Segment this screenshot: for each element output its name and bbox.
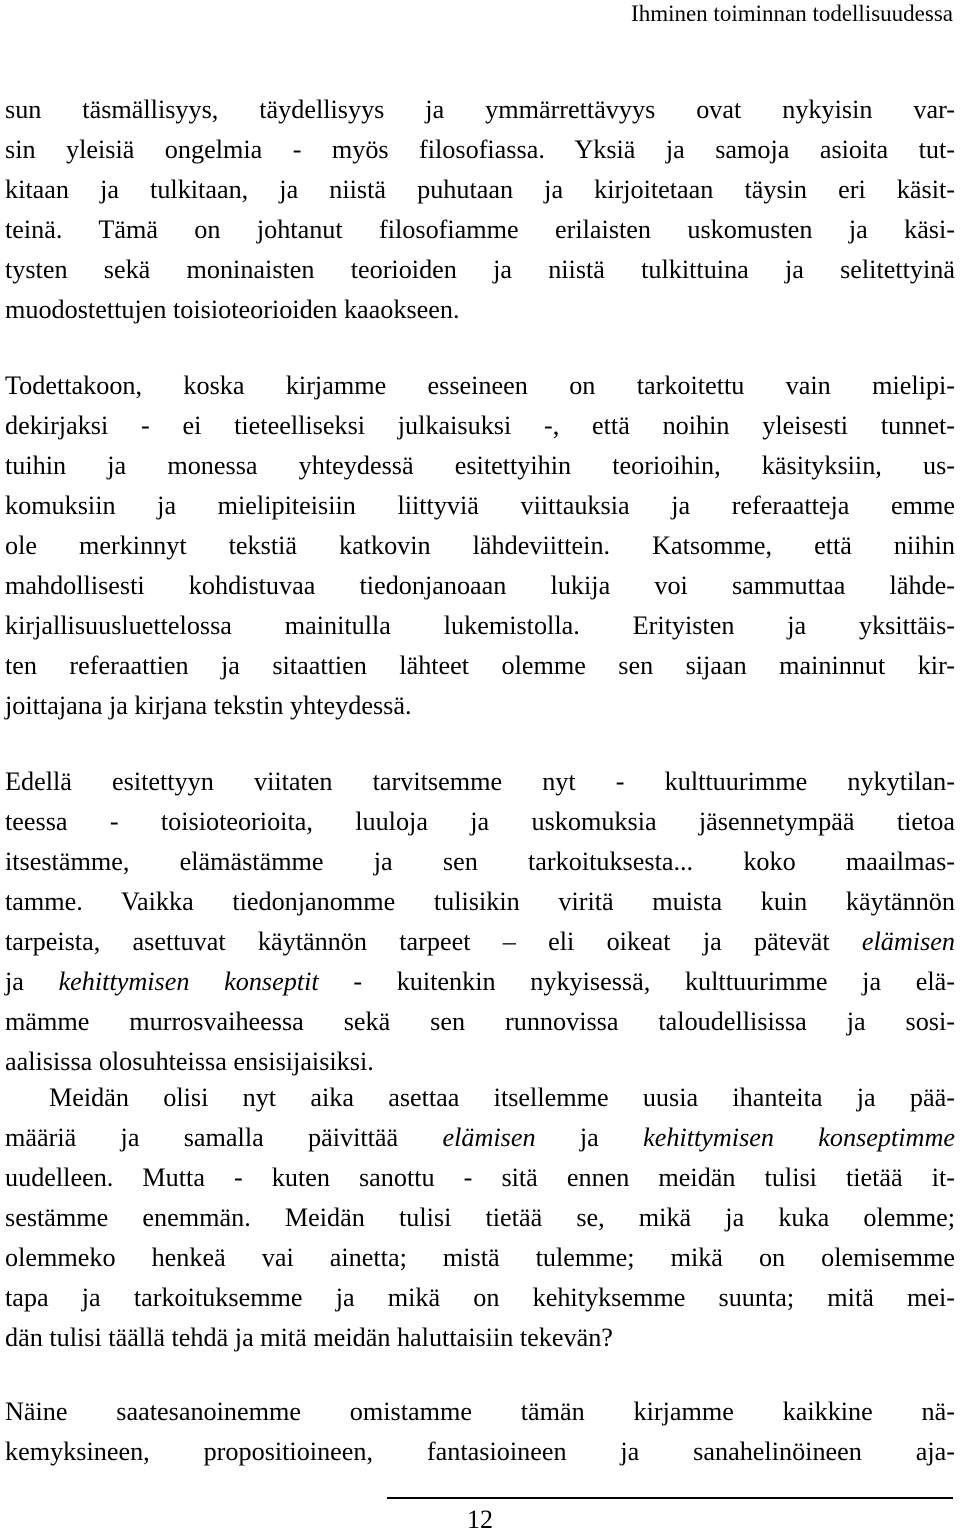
text-line: [5, 1042, 955, 1082]
text-line: [5, 646, 955, 686]
italic-term: kehittymisen konseptit: [58, 967, 319, 996]
text-line: [5, 686, 955, 726]
text-run: mahdollisesti kohdistuvaa tiedonjanoaan lukija voi sammuttaa lähde-: [5, 571, 955, 600]
text-line: [5, 1278, 955, 1318]
text-line: [5, 1002, 955, 1042]
text-run: muodostettujen toisioteorioiden kaaokseen.: [5, 295, 460, 324]
text-line: [5, 486, 955, 526]
text-run: sin yleisiä ongelmia - myös filosofiassa. Yksiä ja samoja asioita tut-: [5, 135, 955, 164]
text-line: [5, 406, 955, 446]
text-line: [5, 1158, 955, 1198]
text-run: tysten sekä moninaisten teorioiden ja niistä tulkittuina ja selitettyinä: [5, 255, 955, 284]
text-run: tapa ja tarkoituksemme ja mikä on kehityksemme suunta; mitä mei-: [5, 1283, 955, 1312]
text-run: komuksiin ja mielipiteisiin liittyviä viittauksia ja referaatteja emme: [5, 491, 955, 520]
text-line: [5, 366, 955, 406]
text-run: teinä. Tämä on johtanut filosofiamme erilaisten uskomusten ja käsi-: [5, 215, 955, 244]
text-run: tarpeista, asettuvat käytännön tarpeet – eli oikeat ja pätevät: [5, 927, 862, 956]
text-line: [5, 882, 955, 922]
text-line: [5, 922, 955, 962]
text-run: olemmeko henkeä vai ainetta; mistä tulemme; mikä on olemisemme: [5, 1243, 955, 1272]
text-run: - kuitenkin nykyisessä, kulttuurimme ja elä-: [318, 967, 955, 996]
text-run: sun täsmällisyys, täydellisyys ja ymmärrettävyys ovat nykyisin var-: [5, 95, 955, 124]
text-run: sestämme enemmän. Meidän tulisi tietää se, mikä ja kuka olemme;: [5, 1203, 955, 1232]
text-line: [5, 446, 955, 486]
italic-term: elämisen: [861, 927, 955, 956]
text-line: [5, 842, 955, 882]
text-line: [5, 170, 955, 210]
text-run: kemyksineen, propositioineen, fantasioineen ja sanahelinöineen aja-: [5, 1437, 955, 1466]
text-line: [5, 606, 955, 646]
running-header: Ihminen toiminnan todellisuudessa: [631, 1, 953, 26]
text-line: [5, 130, 955, 170]
text-line: [5, 802, 955, 842]
text-run: dekirjaksi - ei tieteelliseksi julkaisuksi -, että noihin yleisesti tunnet-: [5, 411, 955, 440]
text-line: [5, 962, 955, 1002]
text-run: Meidän olisi nyt aika asettaa itsellemme uusia ihanteita ja pää-: [49, 1083, 955, 1112]
text-line: [5, 1238, 955, 1278]
text-run: ja: [535, 1123, 644, 1152]
text-line: [5, 250, 955, 290]
text-run: kitaan ja tulkitaan, ja niistä puhutaan ja kirjoitetaan täysin eri käsit-: [5, 175, 955, 204]
footer-rule: [387, 1497, 953, 1499]
page-number: 12: [467, 1505, 493, 1534]
text-line: [5, 1078, 955, 1118]
text-run: kirjallisuusluettelossa mainitulla lukemistolla. Erityisten ja yksittäis-: [5, 611, 955, 640]
text-line: [5, 90, 955, 130]
text-run: teessa - toisioteorioita, luuloja ja uskomuksia jäsennetympää tietoa: [5, 807, 955, 836]
text-line: [5, 526, 955, 566]
text-run: dän tulisi täällä tehdä ja mitä meidän haluttaisiin tekevän?: [5, 1323, 613, 1352]
text-line: [5, 290, 955, 330]
text-line: [5, 210, 955, 250]
text-run: ole merkinnyt tekstiä katkovin lähdeviittein. Katsomme, että niihin: [5, 531, 955, 560]
text-run: itsestämme, elämästämme ja sen tarkoituksesta... koko maailmas-: [5, 847, 955, 876]
text-run: uudelleen. Mutta - kuten sanottu - sitä ennen meidän tulisi tietää it-: [5, 1163, 955, 1192]
text-run: Näine saatesanoinemme omistamme tämän kirjamme kaikkine nä-: [5, 1397, 955, 1426]
text-run: ten referaattien ja sitaattien lähteet olemme sen sijaan maininnut kir-: [5, 651, 955, 680]
text-line: [5, 566, 955, 606]
text-line: [5, 1432, 955, 1472]
text-run: Todettakoon, koska kirjamme esseineen on tarkoitettu vain mielipi-: [5, 371, 955, 400]
text-line: [5, 1318, 955, 1358]
text-run: joittajana ja kirjana tekstin yhteydessä.: [5, 691, 412, 720]
text-run: aalisissa olosuhteissa ensisijaisiksi.: [5, 1047, 374, 1076]
italic-term: elämisen: [442, 1123, 536, 1152]
text-run: tamme. Vaikka tiedonjanomme tulisikin viritä muista kuin käytännön: [5, 887, 955, 916]
text-line: [5, 1198, 955, 1238]
text-run: tuihin ja monessa yhteydessä esitettyihin teorioihin, käsityksiin, us-: [5, 451, 955, 480]
text-run: määriä ja samalla päivittää: [5, 1123, 443, 1152]
text-line: [5, 762, 955, 802]
text-run: Edellä esitettyyn viitaten tarvitsemme nyt - kulttuurimme nykytilan-: [5, 767, 955, 796]
text-run: mämme murrosvaiheessa sekä sen runnovissa taloudellisissa ja sosi-: [5, 1007, 955, 1036]
text-run: ja: [5, 967, 59, 996]
italic-term: kehittymisen konseptimme: [643, 1123, 955, 1152]
text-line: [5, 1118, 955, 1158]
text-line: [5, 1392, 955, 1432]
